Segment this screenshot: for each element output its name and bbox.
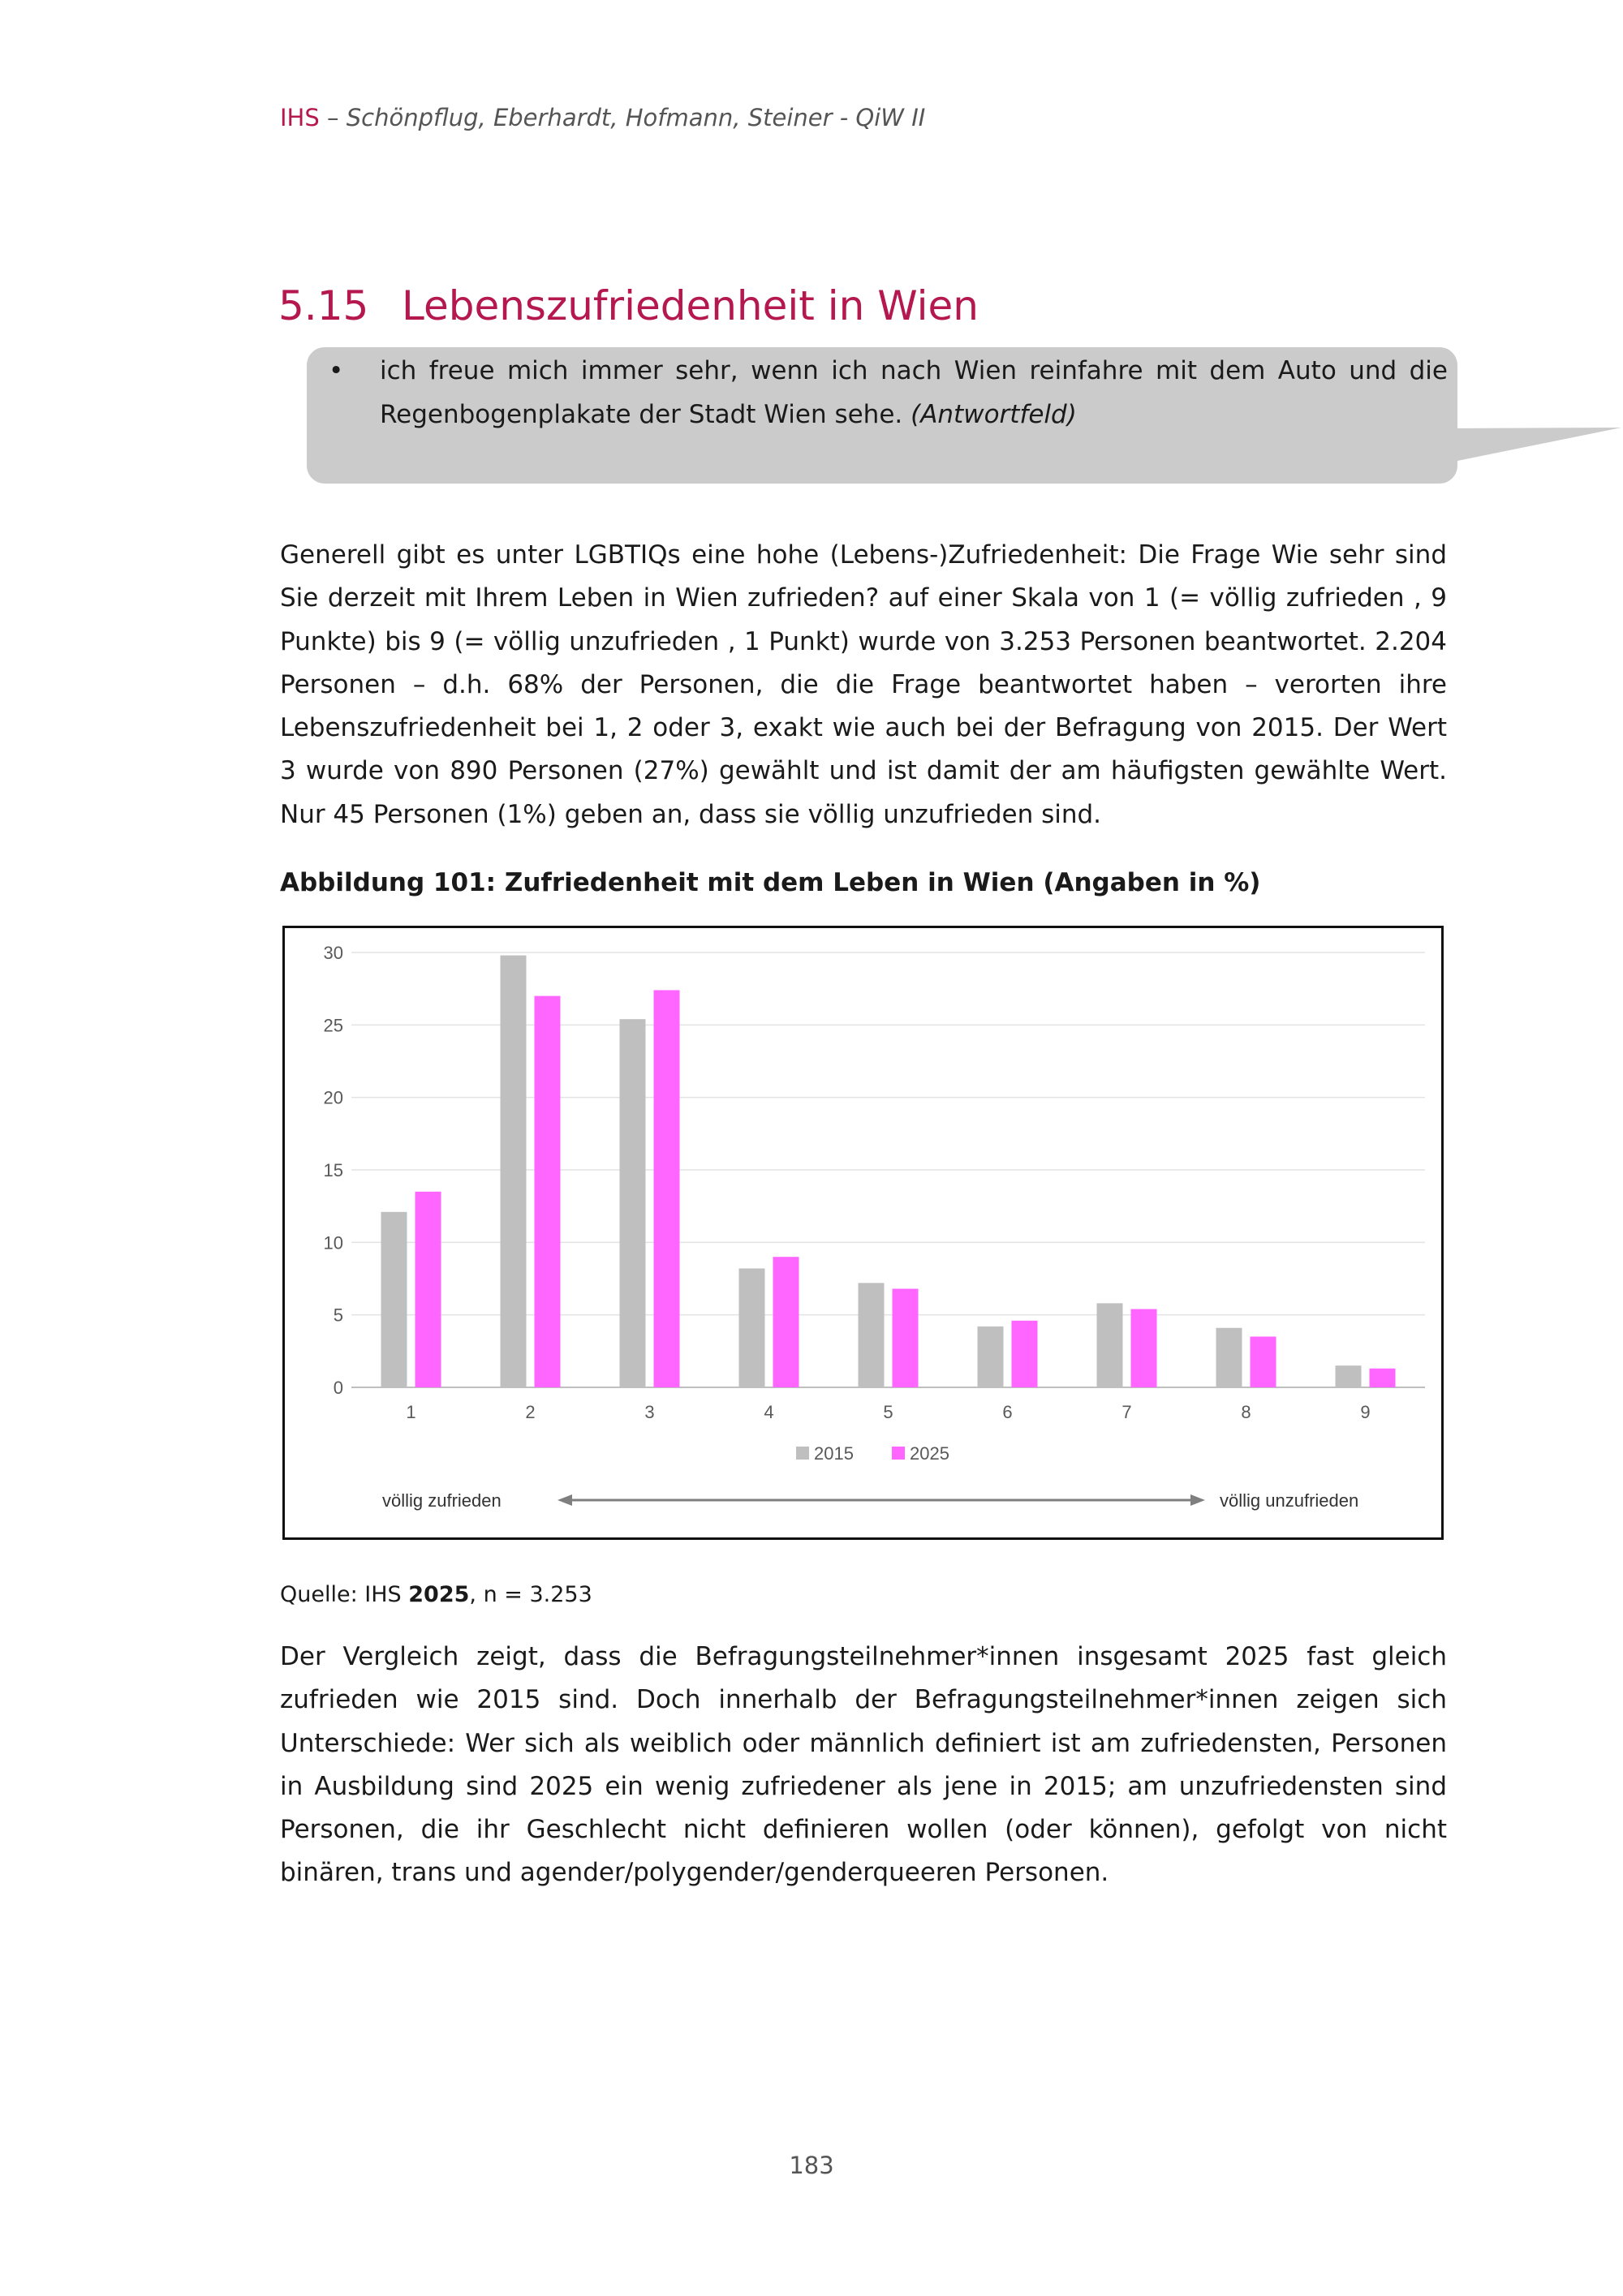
x-tick-label: 1 <box>406 1402 416 1422</box>
section-title <box>278 282 979 329</box>
x-tick-label: 5 <box>883 1402 893 1422</box>
x-tick-label: 2 <box>525 1402 536 1422</box>
quote-body: ich freue mich immer sehr, wenn ich nach Wien reinfahre mit dem Auto und die Regenbogenplakate der Stadt Wien sehe. <box>380 356 1448 429</box>
quote-text <box>380 349 1448 436</box>
header-separator: – <box>319 104 347 131</box>
figure-caption: Abbildung 101: Zufriedenheit mit dem Leben in Wien (Angaben in %) <box>280 868 1261 897</box>
y-tick-label: 30 <box>323 943 343 963</box>
x-tick-label: 8 <box>1241 1402 1251 1422</box>
bar-2025-9 <box>1370 1369 1396 1387</box>
x-tick-label: 6 <box>1002 1402 1013 1422</box>
paragraph-comparison: Der Vergleich zeigt, dass die Befragungsteilnehmer*innen insgesamt 2025 fast gleich zufrieden wie 2015 sind. Doch innerhalb der Befragungsteilnehmer*innen zeigen sich Unterschiede: Wer sich als weiblich oder männlich definiert ist am zufriedensten, Personen in Ausbildung sind 2025 ein wenig zufriedener als jene in 2015; am unzufriedensten sind Personen, die ihr Geschlecht nicht definieren wollen (oder können), gefolgt von nicht binären, trans und agender/polygender/genderqueeren Personen. <box>280 1642 1447 1888</box>
bar-2015-5 <box>859 1283 885 1387</box>
y-tick-label: 15 <box>323 1160 343 1180</box>
bar-2025-4 <box>773 1257 799 1387</box>
source-suffix: , n = 3.253 <box>469 1582 592 1607</box>
bar-2025-3 <box>654 990 680 1387</box>
bar-2015-6 <box>978 1326 1004 1387</box>
scale-arrow-left-head <box>558 1494 572 1506</box>
figure-source <box>280 1582 592 1607</box>
x-tick-label: 7 <box>1121 1402 1132 1422</box>
quote-tag: (Antwortfeld) <box>911 400 1077 429</box>
quote-bubble-tail <box>1444 422 1623 462</box>
chart-frame <box>282 926 1444 1540</box>
quote-bullet: • <box>329 356 344 385</box>
y-tick-label: 5 <box>333 1305 343 1326</box>
bar-2015-4 <box>739 1268 765 1387</box>
bar-2015-8 <box>1216 1328 1242 1387</box>
y-tick-label: 10 <box>323 1232 343 1253</box>
bar-2025-5 <box>893 1289 919 1387</box>
bar-2015-1 <box>381 1212 407 1387</box>
bar-chart <box>285 928 1441 1537</box>
legend-swatch-2015 <box>796 1447 809 1460</box>
source-year: 2025 <box>408 1582 470 1607</box>
x-tick-label: 4 <box>764 1402 774 1422</box>
legend-label-2015: 2015 <box>814 1443 854 1464</box>
bar-2025-2 <box>535 996 561 1387</box>
bar-2025-1 <box>415 1192 441 1387</box>
bar-2015-3 <box>620 1019 646 1387</box>
legend-label-2025: 2025 <box>910 1443 949 1464</box>
y-tick-label: 20 <box>323 1087 343 1108</box>
y-tick-label: 25 <box>323 1015 343 1036</box>
scale-arrow-right-head <box>1190 1494 1205 1506</box>
y-tick-label: 0 <box>333 1378 343 1398</box>
page-number: 183 <box>789 2152 834 2179</box>
x-tick-label: 3 <box>644 1402 655 1422</box>
x-tick-label: 9 <box>1360 1402 1371 1422</box>
section-heading: Lebenszufriedenheit in Wien <box>402 282 979 329</box>
bar-2015-2 <box>501 956 527 1387</box>
running-header <box>280 104 925 131</box>
paragraph-intro: Generell gibt es unter LGBTIQs eine hohe (Lebens-)Zufriedenheit: Die Frage Wie sehr sind Sie derzeit mit Ihrem Leben in Wien zufrieden? auf einer Skala von 1 (= völlig zufrieden , 9 Punkte) bis 9 (= völlig unzufrieden , 1 Punkt) wurde von 3.253 Personen beantwortet. 2.204 Personen – d.h. 68% der Personen, die die Frage beantwortet haben – verorten ihre Lebenszufriedenheit bei 1, 2 oder 3, exakt wie auch bei der Befragung von 2015. Der Wert 3 wurde von 890 Personen (27%) gewählt und ist damit der am häufigsten gewählte Wert. Nur 45 Personen (1%) geben an, dass sie völlig unzufrieden sind. <box>280 540 1447 829</box>
scale-right-label: völlig unzufrieden <box>1220 1490 1359 1511</box>
bar-2025-8 <box>1251 1336 1276 1387</box>
section-number: 5.15 <box>278 282 369 329</box>
source-prefix: Quelle: IHS <box>280 1582 409 1607</box>
header-org: IHS <box>280 104 320 131</box>
scale-left-label: völlig zufrieden <box>382 1490 502 1511</box>
bar-2025-7 <box>1131 1309 1157 1387</box>
bar-2025-6 <box>1012 1321 1038 1387</box>
bar-2015-9 <box>1336 1365 1362 1387</box>
bar-2015-7 <box>1097 1303 1123 1387</box>
header-authors: Schönpflug, Eberhardt, Hofmann, Steiner - QiW II <box>346 104 926 131</box>
legend-swatch-2025 <box>892 1447 905 1460</box>
